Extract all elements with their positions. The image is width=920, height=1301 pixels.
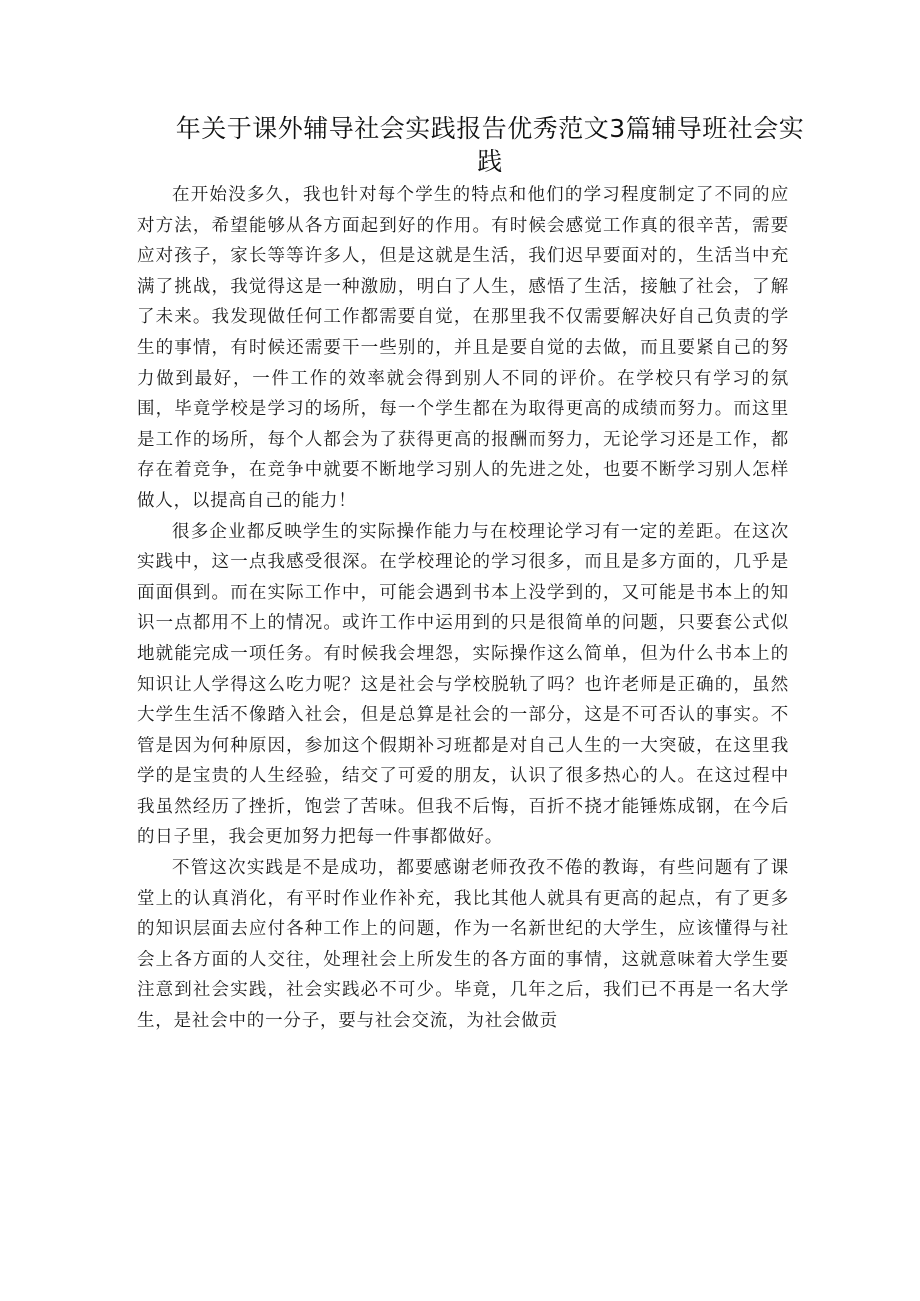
paragraph-3: 不管这次实践是不是成功，都要感谢老师孜孜不倦的教诲，有些问题有了课堂上的认真消化，有平时作业作补充，我比其他人就具有更高的起点，有了更多的知识层面去应付各种工作上的问题，作为一名新世纪的大学生，应该懂得与社会上各方面的人交往，处理社会上所发生的各方面的事情，这就意味着大学生要注意到社会实践，社会实践必不可少。毕竟，几年之后，我们已不再是一名大学生，是社会中的一分子，要与社会交流，为社会做贡 (137, 858, 789, 1032)
paragraph-1: 在开始没多久，我也针对每个学生的特点和他们的学习程度制定了不同的应对方法，希望能够从各方面起到好的作用。有时候会感觉工作真的很辛苦，需要应对孩子，家长等等许多人，但是这就是生活，我们迟早要面对的，生活当中充满了挑战，我觉得这是一种激励，明白了人生，感悟了生活，接触了社会，了解了未来。我发现做任何工作都需要自觉，在那里我不仅需要解决好自己负责的学生的事情，有时候还需要干一些别的，并且是要自觉的去做，而且要紧自己的努力做到最好，一件工作的效率就会得到别人不同的评价。在学校只有学习的氛围，毕竟学校是学习的场所，每一个学生都在为取得更高的成绩而努力。而这里是工作的场所，每个人都会为了获得更高的报酬而努力，无论学习还是工作，都存在着竞争，在竞争中就要不断地学习别人的先进之处，也要不断学习别人怎样做人，以提高自己的能力！ (137, 185, 789, 511)
document-title: 年关于课外辅导社会实践报告优秀范文3篇辅导班社会实践 (175, 114, 805, 176)
paragraph-2: 很多企业都反映学生的实际操作能力与在校理论学习有一定的差距。在这次实践中，这一点我感受很深。在学校理论的学习很多，而且是多方面的，几乎是面面俱到。而在实际工作中，可能会遇到书本上没学到的，又可能是书本上的知识一点都用不上的情况。或许工作中运用到的只是很简单的问题，只要套公式似地就能完成一项任务。有时候我会埋怨，实际操作这么简单，但为什么书本上的知识让人学得这么吃力呢？这是社会与学校脱轨了吗？也许老师是正确的，虽然大学生生活不像踏入社会，但是总算是社会的一部分，这是不可否认的事实。不管是因为何种原因，参加这个假期补习班都是对自己人生的一大突破，在这里我学的是宝贵的人生经验，结交了可爱的朋友，认识了很多热心的人。在这过程中我虽然经历了挫折，饱尝了苦味。但我不后悔，百折不挠才能锤炼成钢，在今后的日子里，我会更加努力把每一件事都做好。 (137, 521, 789, 848)
document-body (137, 180, 789, 1037)
